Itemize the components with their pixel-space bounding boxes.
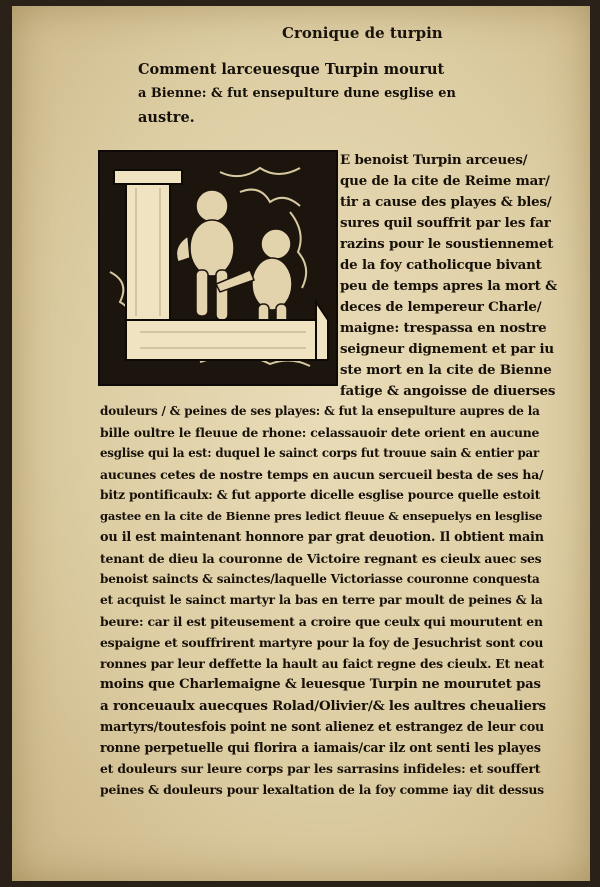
chapter-heading-line: Comment larceuesque Turpin mourut (138, 61, 445, 78)
text-line: ou il est maintenant honnore par grat deuotion. Il obtient main (100, 530, 544, 545)
text-line: ste mort en la cite de Bienne (340, 362, 552, 378)
text-line: beure: car il est piteusement a croire que ceulx qui mourutent en (100, 614, 543, 629)
text-line: douleurs / & peines de ses playes: & fut la ensepulture aupres de la (100, 404, 540, 418)
text-line: bitz pontificaulx: & fut apporte dicelle esglise pource quelle estoit (100, 488, 541, 502)
text-line: que de la cite de Reime mar/ (340, 173, 550, 189)
text-line: maigne: trespassa en nostre (340, 320, 547, 336)
text-line: benoist saincts & sainctes/laquelle Victoriasse couronne conquesta (100, 572, 540, 586)
text-line: seigneur dignement et par iu (340, 341, 554, 357)
text-line: de la foy catholicque bivant (340, 257, 542, 273)
text-line: et douleurs sur leure corps par les sarrasins infideles: et souffert (100, 761, 541, 776)
text-line: tir a cause des playes & bles/ (340, 194, 552, 210)
text-line: razins pour le soustiennemet (340, 236, 554, 252)
text-line: aucunes cetes de nostre temps en aucun sercueil besta de ses ha/ (100, 467, 544, 482)
text-line: deces de lempereur Charle/ (340, 299, 542, 315)
text-line: a ronceuaulx auecques Rolad/Olivier/& les aultres cheualiers (100, 698, 546, 714)
text-line: E benoist Turpin arceues/ (340, 152, 528, 168)
text-line: et acquist le sainct martyr la bas en terre par moult de peines & la (100, 593, 543, 607)
text-line: peines & douleurs pour lexaltation de la foy comme iay dit dessus (100, 782, 544, 797)
text-line: espaigne et souffrirent martyre pour la foy de Jesuchrist sont cou (100, 635, 544, 650)
text-line: tenant de dieu la couronne de Victoire regnant es cieulx auec ses (100, 551, 542, 566)
decorated-initial-woodcut (98, 150, 338, 386)
text-line: esglise qui la est: duquel le sainct corps fut trouue sain & entier par (100, 446, 539, 460)
text-line: bille oultre le fleuue de rhone: celassauoir dete orient en aucune (100, 425, 540, 440)
chapter-heading-line: a Bienne: & fut ensepulture dune esglise en (138, 86, 456, 101)
text-line: ronnes par leur deffette la hault au faict regne des cieulx. Et neat (100, 656, 545, 671)
running-head: Cronique de turpin (282, 24, 443, 42)
text-line: sures quil souffrit par les far (340, 215, 551, 231)
text-line: fatige & angoisse de diuerses (340, 383, 556, 399)
text-line: peu de temps apres la mort & (340, 278, 557, 294)
book-page (12, 6, 590, 881)
text-line: martyrs/toutesfois point ne sont alienez et estrangez de leur cou (100, 719, 544, 734)
text-line: moins que Charlemaigne & leuesque Turpin ne mourutet pas (100, 677, 541, 692)
chapter-heading (138, 58, 458, 130)
initial-letter: L (104, 158, 111, 169)
text-line: gastee en la cite de Bienne pres ledict fleuue & ensepuelys en lesglise (100, 509, 543, 523)
chapter-heading-line: austre. (138, 109, 195, 126)
text-line: ronne perpetuelle qui florira a iamais/car ilz ont senti les playes (100, 740, 541, 755)
